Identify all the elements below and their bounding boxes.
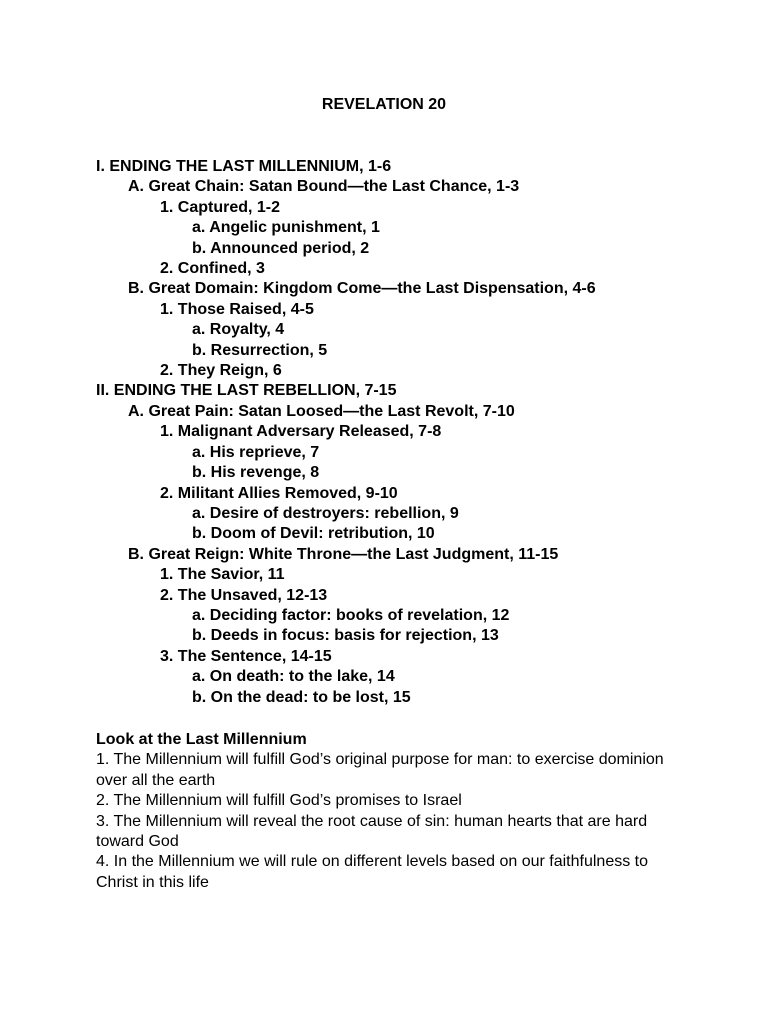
outline-item-level-4: b. On the dead: to be lost, 15 <box>192 688 411 706</box>
outline-item-level-4: a. Deciding factor: books of revelation, 12 <box>192 606 510 624</box>
outline-item-level-4: a. On death: to the lake, 14 <box>192 668 395 686</box>
outline-item-level-4: a. His reprieve, 7 <box>192 443 320 461</box>
notes-heading: Look at the Last Millennium <box>96 731 307 748</box>
outline-item-level-4: b. Resurrection, 5 <box>192 341 328 359</box>
sermon-outline <box>96 157 716 708</box>
outline-item-level-2: B. Great Reign: White Throne—the Last Judgment, 11-15 <box>128 545 559 563</box>
outline-item-level-3: 2. Confined, 3 <box>160 260 265 278</box>
outline-item-level-4: a. Angelic punishment, 1 <box>192 219 380 237</box>
outline-item-level-1: I. ENDING THE LAST MILLENNIUM, 1-6 <box>96 158 392 175</box>
outline-item-level-4: b. Announced period, 2 <box>192 239 370 257</box>
note-item: 4. In the Millennium we will rule on different levels based on our faithfulness to Christ in this life <box>96 853 649 891</box>
notes-section <box>96 730 686 893</box>
notes-list <box>96 750 686 893</box>
outline-item-level-3: 3. The Sentence, 14-15 <box>160 647 332 665</box>
outline-item-level-4: b. Deeds in focus: basis for rejection, 13 <box>192 627 499 645</box>
note-item: 2. The Millennium will fulfill God’s promises to Israel <box>96 792 462 810</box>
outline-item-level-3: 2. Militant Allies Removed, 9-10 <box>160 484 398 502</box>
note-item: 3. The Millennium will reveal the root cause of sin: human hearts that are hard toward God <box>96 812 648 851</box>
outline-item-level-3: 1. Malignant Adversary Released, 7-8 <box>160 423 442 441</box>
outline-item-level-2: A. Great Chain: Satan Bound—the Last Chance, 1-3 <box>128 178 520 196</box>
page-title: REVELATION 20 <box>321 96 447 113</box>
outline-item-level-1: II. ENDING THE LAST REBELLION, 7-15 <box>96 382 397 400</box>
outline-item-level-4: b. Doom of Devil: retribution, 10 <box>192 525 435 543</box>
outline-item-level-3: 2. The Unsaved, 12-13 <box>160 586 328 604</box>
outline-item-level-4: b. His revenge, 8 <box>192 464 320 482</box>
outline-item-level-4: a. Desire of destroyers: rebellion, 9 <box>192 504 459 522</box>
outline-item-level-3: 1. Captured, 1-2 <box>160 198 281 216</box>
outline-item-level-3: 1. The Savior, 11 <box>160 566 285 584</box>
outline-item-level-3: 1. Those Raised, 4-5 <box>160 300 314 318</box>
outline-item-level-2: B. Great Domain: Kingdom Come—the Last Dispensation, 4-6 <box>128 280 596 298</box>
note-item: 1. The Millennium will fulfill God’s original purpose for man: to exercise dominion over all the earth <box>96 751 664 789</box>
outline-item-level-2: A. Great Pain: Satan Loosed—the Last Revolt, 7-10 <box>128 402 515 420</box>
outline-item-level-3: 2. They Reign, 6 <box>160 362 282 380</box>
outline-item-level-4: a. Royalty, 4 <box>192 321 285 339</box>
